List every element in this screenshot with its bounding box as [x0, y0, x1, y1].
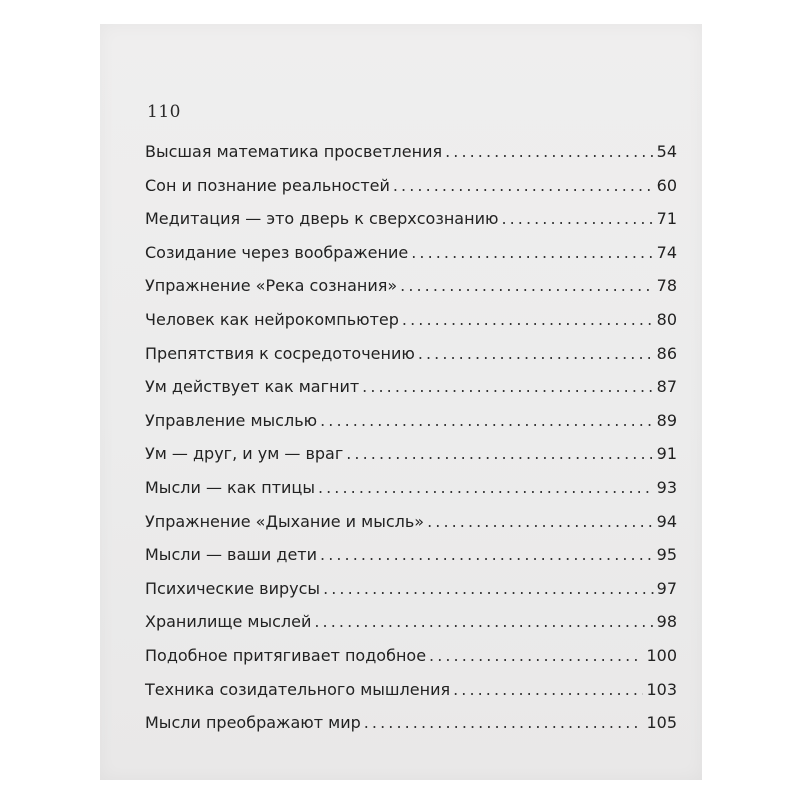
toc-entry-page: 100 — [646, 645, 677, 665]
toc-entry-page: 97 — [656, 578, 677, 598]
toc-entry-title: Ум — друг, и ум — враг — [145, 444, 344, 464]
toc-entry-page: 103 — [646, 679, 677, 699]
toc-entry-page: 80 — [656, 309, 677, 329]
toc-entry-page: 91 — [656, 444, 677, 464]
toc-entry — [145, 646, 677, 680]
toc-entry-title: Медитация — это дверь к сверхсознанию — [145, 209, 499, 229]
toc-entry-title: Хранилище мыслей — [145, 612, 312, 632]
toc-dot-leader — [364, 713, 644, 732]
toc-entry-page: 89 — [656, 410, 677, 430]
page-number: 110 — [147, 102, 181, 122]
toc-entry — [145, 209, 677, 243]
toc-entry-title: Упражнение «Дыхание и мысль» — [145, 511, 425, 531]
toc-dot-leader — [445, 142, 654, 161]
toc-dot-leader — [429, 646, 643, 665]
toc-entry-page: 93 — [656, 477, 677, 497]
toc-dot-leader — [501, 209, 653, 228]
toc-entry-title: Ум действует как магнит — [145, 377, 360, 397]
toc-entry — [145, 411, 677, 445]
toc-dot-leader — [320, 411, 654, 430]
toc-dot-leader — [411, 243, 653, 262]
toc-entry — [145, 579, 677, 613]
toc-entry-page: 95 — [656, 545, 677, 565]
toc-entry — [145, 478, 677, 512]
toc-entry-page: 71 — [656, 209, 677, 229]
toc-dot-leader — [400, 276, 653, 295]
toc-entry-title: Подобное притягивает подобное — [145, 645, 427, 665]
toc-entry-title: Человек как нейрокомпьютер — [145, 309, 399, 329]
toc-entry-page: 54 — [656, 142, 677, 161]
toc-entry-title: Сон и познание реальностей — [145, 175, 390, 195]
toc-entry-title: Высшая математика просветления — [145, 142, 443, 161]
table-of-contents — [145, 142, 677, 747]
toc-entry-title: Психические вирусы — [145, 578, 321, 598]
toc-entry-title: Мысли — ваши дети — [145, 545, 318, 565]
toc-dot-leader — [314, 612, 653, 631]
toc-entry — [145, 545, 677, 579]
toc-entry-page: 94 — [656, 511, 677, 531]
toc-entry-page: 98 — [656, 612, 677, 632]
toc-entry-page: 87 — [656, 377, 677, 397]
toc-entry-page: 60 — [656, 175, 677, 195]
toc-entry — [145, 176, 677, 210]
toc-entry-title: Мысли — как птицы — [145, 477, 315, 497]
toc-entry — [145, 512, 677, 546]
toc-entry-title: Препятствия к сосредоточению — [145, 343, 415, 363]
toc-entry — [145, 713, 677, 747]
toc-dot-leader — [323, 579, 654, 598]
toc-dot-leader — [402, 310, 654, 329]
toc-dot-leader — [346, 444, 653, 463]
toc-entry — [145, 310, 677, 344]
toc-entry-title: Управление мыслью — [145, 410, 318, 430]
toc-entry — [145, 344, 677, 378]
toc-entry-page: 86 — [656, 343, 677, 363]
toc-entry-page: 78 — [656, 276, 677, 296]
toc-dot-leader — [418, 344, 654, 363]
book-page — [100, 24, 702, 780]
toc-entry — [145, 612, 677, 646]
toc-entry-title: Техника созидательного мышления — [145, 679, 451, 699]
toc-dot-leader — [362, 377, 653, 396]
toc-entry-page: 74 — [656, 242, 677, 262]
toc-dot-leader — [453, 680, 643, 699]
toc-entry — [145, 444, 677, 478]
toc-entry-title: Созидание через воображение — [145, 242, 409, 262]
toc-entry — [145, 680, 677, 714]
toc-entry — [145, 142, 677, 176]
toc-dot-leader — [320, 545, 654, 564]
toc-entry-page: 105 — [646, 713, 677, 733]
toc-dot-leader — [393, 176, 654, 195]
toc-entry — [145, 276, 677, 310]
toc-entry — [145, 243, 677, 277]
toc-entry-title: Упражнение «Река сознания» — [145, 276, 398, 296]
toc-entry-title: Мысли преображают мир — [145, 713, 361, 733]
toc-dot-leader — [427, 512, 654, 531]
toc-dot-leader — [318, 478, 654, 497]
toc-entry — [145, 377, 677, 411]
